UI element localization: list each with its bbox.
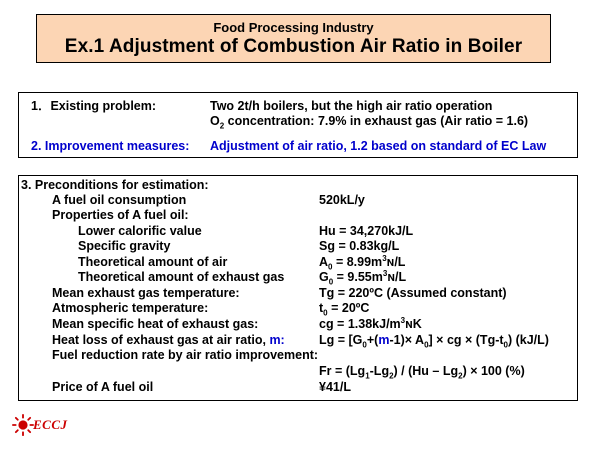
title-banner [36,14,551,63]
problem-line-2: $O_2$ concentration: 7.9% in exhaust gas (Air ratio = 1.6) [210,114,529,131]
page-title: Ex.1 Adjustment of Combustion Air Ratio in Boiler [64,36,523,57]
atmospheric-temp-label: Atmospheric temperature: [52,301,209,315]
theoretical-exhaust-value: $G_0$ = $9.55m^3ɴ/L$ [319,268,407,287]
specific-gravity-value: Sg = 0.83kg/L [319,239,400,253]
measures-label: 2. Improvement measures: [31,139,190,153]
fuel-reduction-formula: $Fr = (Lg_1-Lg_2) / (Hu - Lg_2) \times 100$ (%) [319,364,525,381]
lower-calorific-value: Hu = 34,270kJ/L [319,224,414,238]
heat-loss-formula: $Lg = [G_0+(m-1)\times A_0]$ × cg × $(Tg-t_0)$ (kJ/L) [319,333,549,350]
fuel-price-value: ¥41/L [319,380,351,394]
fuel-consumption-value: 520kL/y [319,193,365,207]
measures-text: Adjustment of air ratio, 1.2 based on standard of EC Law [210,139,547,153]
fuel-price-label: Price of A fuel oil [52,380,154,394]
fuel-reduction-label: Fuel reduction rate by air ratio improvement: [52,348,319,362]
theoretical-air-value: $A_0$ = $8.99m^3ɴ/L$ [319,253,406,272]
atmospheric-temp-value: $t_0$ = 20ºC [319,301,370,318]
problem-measures-box [18,92,578,158]
theoretical-air-label: Theoretical amount of air [78,255,228,269]
heat-loss-label: Heat loss of exhaust gas at air ratio, m: [52,333,285,347]
exhaust-temp-label: Mean exhaust gas temperature: [52,286,240,300]
specific-gravity-label: Specific gravity [78,239,171,253]
exhaust-temp-value: Tg = 220ºC (Assumed constant) [319,286,507,300]
specific-heat-value: cg = $1.38kJ/m^3ɴK$ [319,315,422,331]
industry-subtitle: Food Processing Industry [213,20,374,35]
fuel-consumption-label: A fuel oil consumption [52,193,187,207]
preconditions-box [18,175,578,401]
preconditions-heading: 3. Preconditions for estimation: [21,178,209,192]
lower-calorific-label: Lower calorific value [78,224,202,238]
problem-label: 1．Existing problem: [31,99,157,113]
problem-line-1: Two 2t/h boilers, but the high air ratio operation [210,99,493,113]
eccj-logo-text: ECCJ [33,417,68,432]
fuel-properties-label: Properties of A fuel oil: [52,208,189,222]
theoretical-exhaust-label: Theoretical amount of exhaust gas [78,270,285,284]
eccj-logo-icon [12,414,34,436]
specific-heat-label: Mean specific heat of exhaust gas: [52,317,259,331]
